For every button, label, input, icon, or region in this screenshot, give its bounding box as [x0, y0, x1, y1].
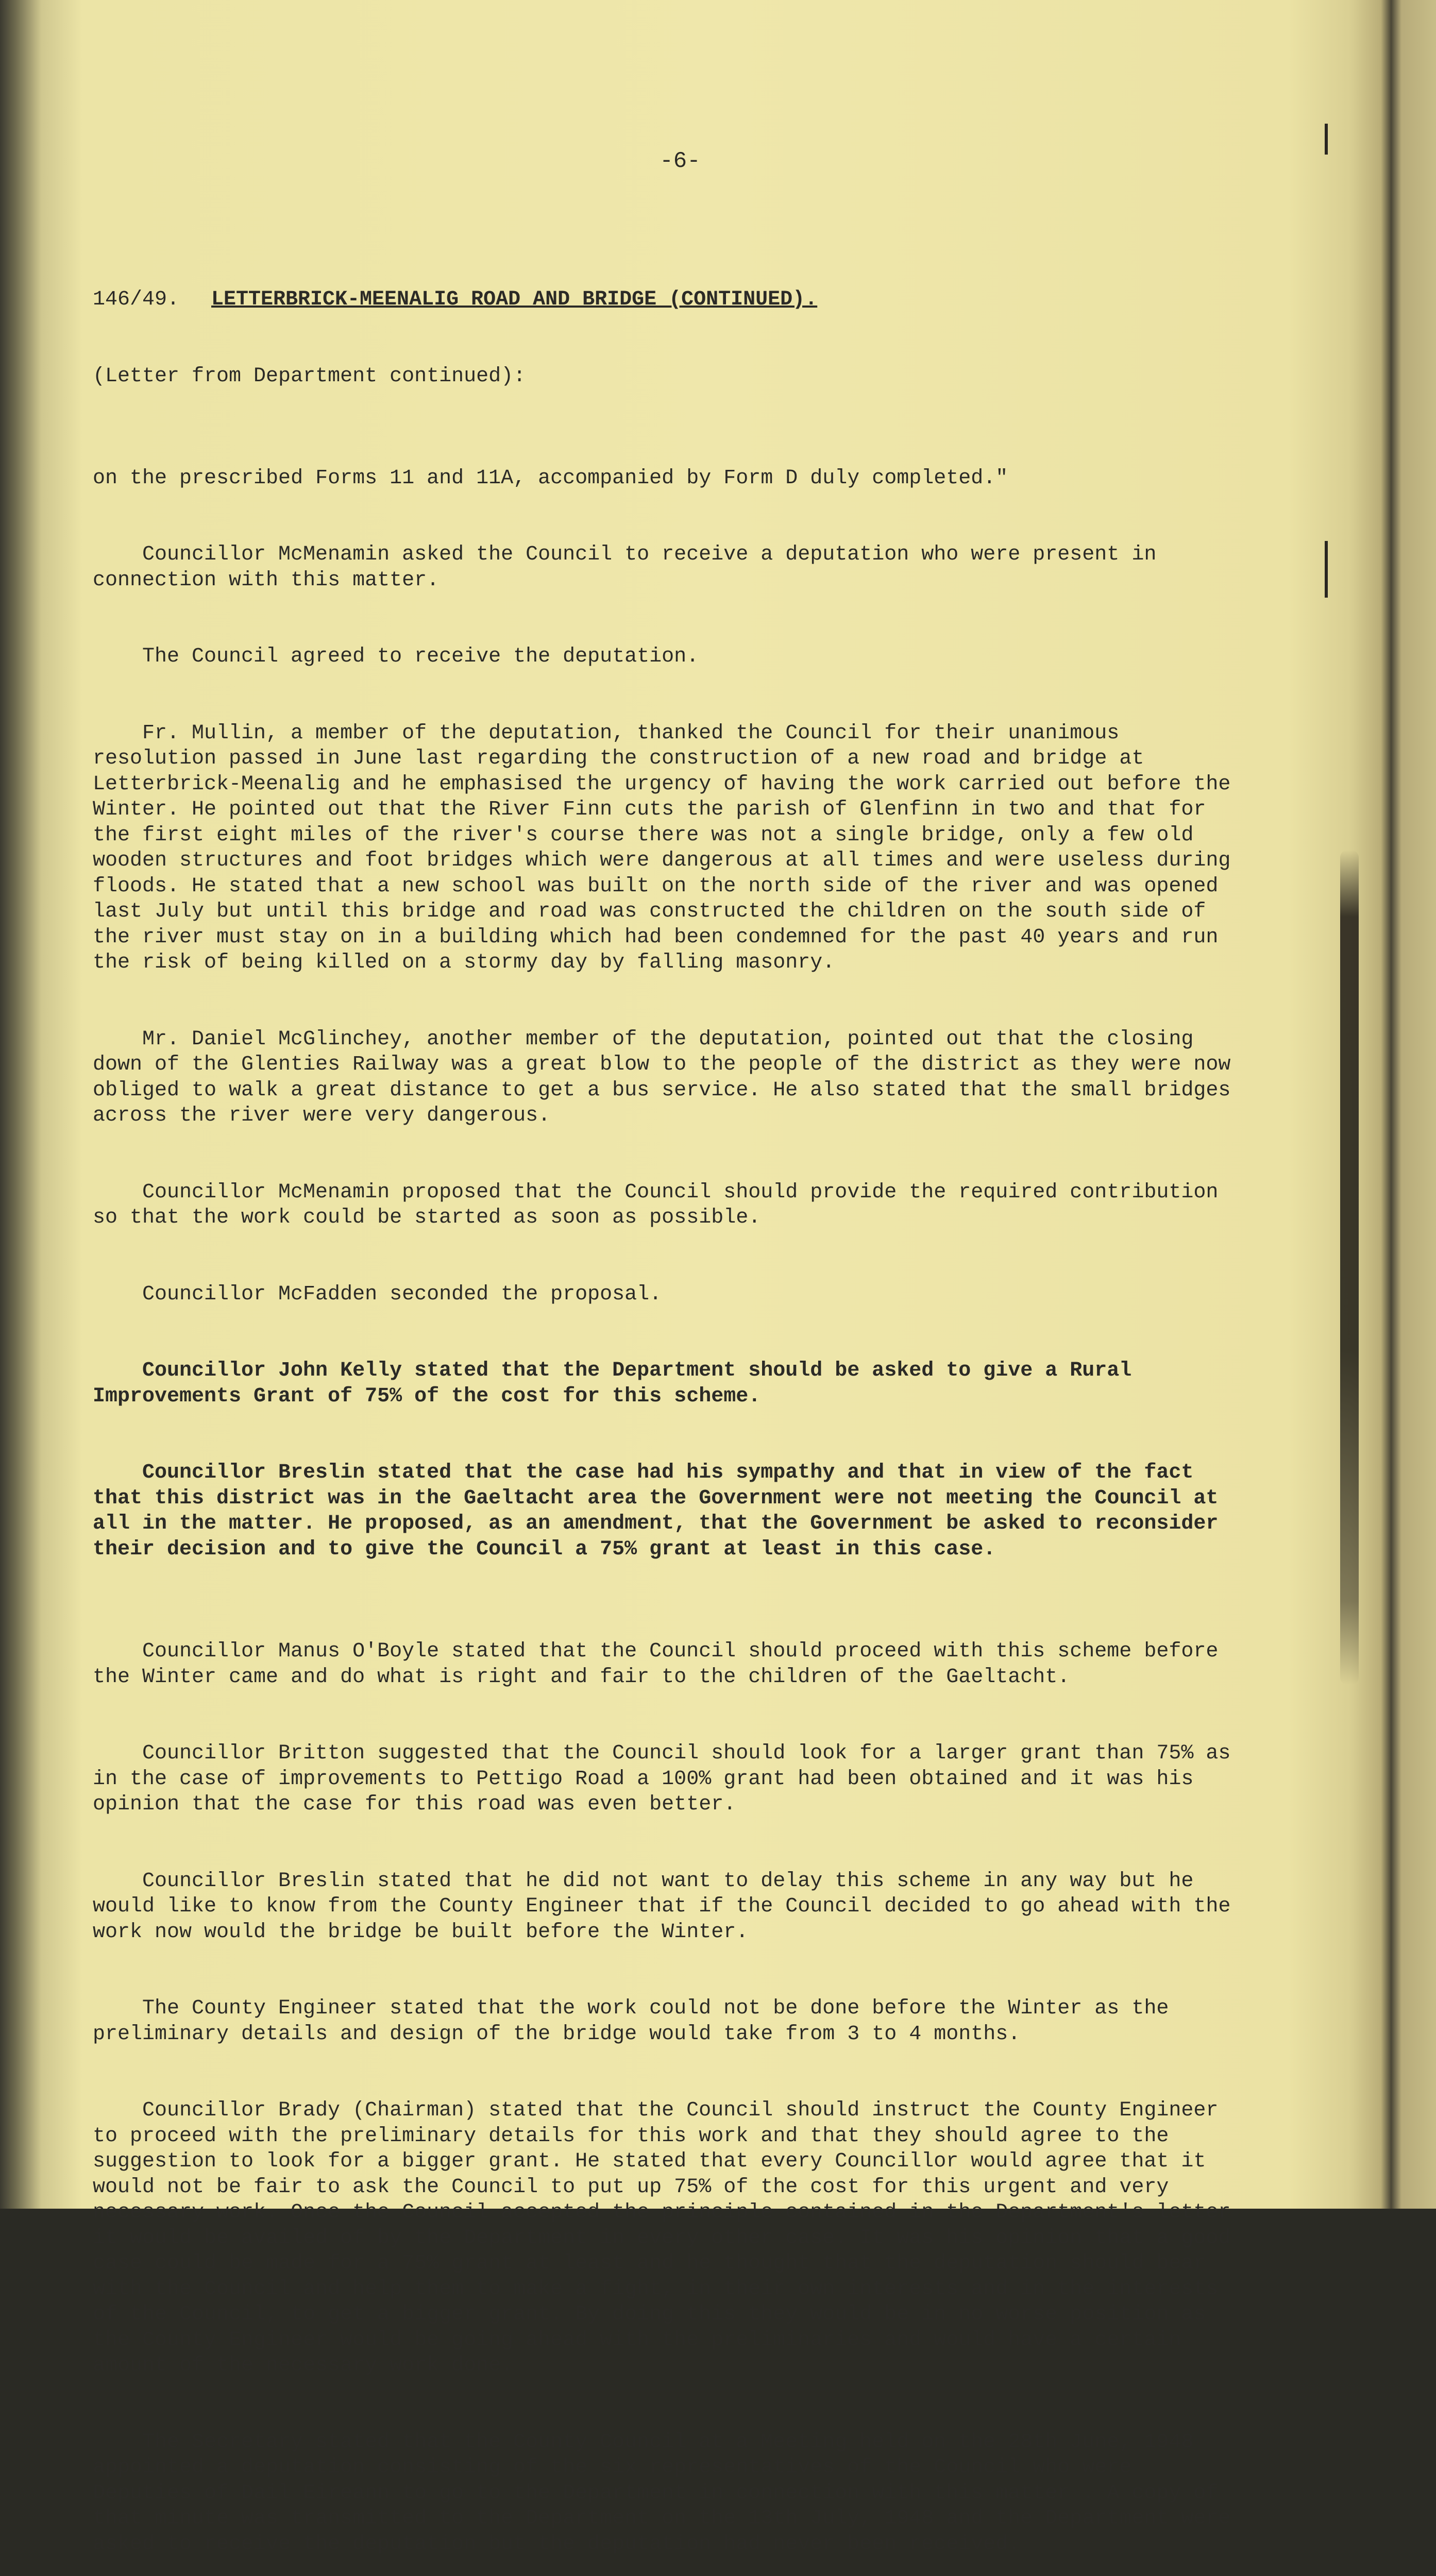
item-heading	[93, 287, 1237, 313]
paragraph: Councillor Manus O'Boyle stated that the Council should proceed with this scheme before the Winter came and do what is right and fair to the children of the Gaeltacht.	[93, 1640, 1231, 1689]
paragraph: Fr. Mullin, a member of the deputation, thanked the Council for their unanimous resolution passed in June last regarding the construction of a new road and bridge at Letterbrick-Meenalig and he emphasised the urgency of having the work carried out before the Winter. He pointed out that the River Finn cuts the parish of Glenfinn in two and that for the first eight miles of the river's course there was not a single bridge, only a few old wooden structures and foot bridges which were dangerous at all times and were useless during floods. He stated that a new school was built on the north side of the river and was opened last July but until this bridge and road was constructed the children on the south side of the river must stay on in a building which had been condemned for the past 40 years and run the risk of being killed on a stormy day by falling masonry.	[93, 721, 1243, 974]
minutes-text	[93, 98, 1243, 2576]
margin-stain	[1340, 850, 1359, 1685]
paragraph: The Secretary stated that the County Council at a Meeting held on the 28th June, 1948 appointed a deputation consisting of the six representatives of the Council who were Deputies of Dail Eireann to go to the Department in connection with this matter . A copy of that minute was transmitted to the Department on the 13th July, 1948 and the Department were asked to receive the deputation but the deputation had never been received.	[93, 2430, 1243, 2556]
paragraph: Councillor McMenamin asked the Council to receive a deputation who were present in connection with this matter.	[93, 543, 1169, 592]
paragraph: The Council agreed to receive the deputation.	[142, 645, 699, 668]
paragraph: Councillor Breslin stated that the case had his sympathy and that in view of the fact that this district was in the Gaeltacht area the Government were not meeting the Council at all in the matter. He proposed, as an amendment, that the Government be asked to reconsider their decision and to give the Council a 75% grant at least in this case.	[93, 1461, 1231, 1561]
letter-note: (Letter from Department continued):	[93, 364, 526, 388]
margin-mark	[1325, 124, 1328, 155]
item-title: LETTERBRICK-MEENALIG ROAD AND BRIDGE (CONTINUED).	[211, 288, 818, 311]
paragraph: Councillor John Kelly stated that the Department should be asked to give a Rural Improvements Grant of 75% of the cost for this scheme.	[93, 1359, 1144, 1408]
paragraph: Councillor Brady (Chairman) stated that the Council should instruct the County Engineer to proceed with the preliminary details for this work and that they should agree to the suggestion to look for a bigger grant. He stated that every Councillor would agree that it would not be fair to ask the Council to put up 75% of the cost for this urgent and very necessary work. Once the Council accepted the principle contained in the Department's letter it would be availed of by the Department in every other case. It was his opinion that a good case could be made for a 75% grant at least and he thought that the deputation should bear with the Council and help them to make a fight, in their own interests and in the interests of the Council, to get a bigger grant. By doing this they would be in no worse position as the County Engineer would be going ahead with the preliminaries and would have a certain amount of the necessary work done.	[93, 2099, 1243, 2377]
paragraph: Councillor McMenamin proposed that the Council should provide the required contribution so that the work could be started as soon as possible.	[93, 1180, 1231, 1229]
paragraph: on the prescribed Forms 11 and 11A, accompanied by Form D duly completed."	[93, 466, 1008, 490]
paragraph: Councillor McFadden seconded the proposal.	[142, 1282, 662, 1306]
paragraph: Mr. Daniel McGlinchey, another member of the deputation, pointed out that the closing down of the Glenties Railway was a great blow to the people of the district as they were now obliged to walk a great distance to get a bus service. He also stated that the small bridges across the river were very dangerous.	[93, 1027, 1243, 1127]
paragraph: The County Engineer stated that the work could not be done before the Winter as the preliminary details and design of the bridge would take from 3 to 4 months.	[93, 1997, 1181, 2046]
page-number: -6-	[660, 148, 701, 174]
margin-mark	[1325, 541, 1328, 598]
item-ref: 146/49.	[93, 288, 180, 311]
paragraph: Councillor Breslin stated that he did not want to delay this scheme in any way but he would like to know from the County Engineer that if the Council decided to go ahead with the work now would the bridge be built before the Winter.	[93, 1869, 1243, 1944]
paragraph: Councillor Britton suggested that the Council should look for a larger grant than 75% as in the case of improvements to Pettigo Road a 100% grant had been obtained and it was his opinion that the case for this road was even better.	[93, 1742, 1243, 1816]
